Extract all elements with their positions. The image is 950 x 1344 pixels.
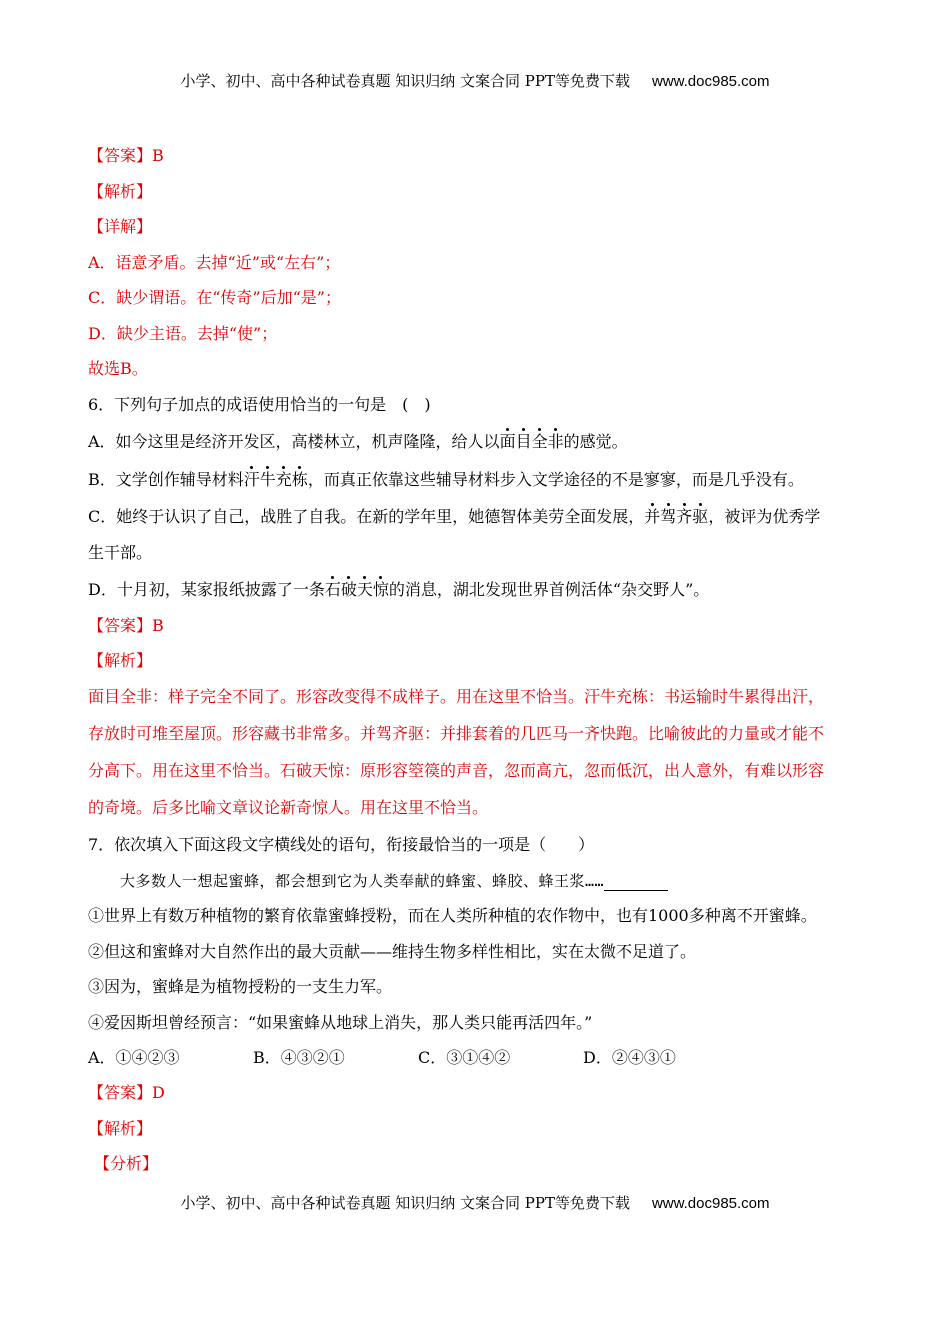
q7-option-c: C．③①④② — [418, 1048, 511, 1067]
idiom-char: 目 — [515, 432, 532, 451]
idiom-char: 石 — [324, 580, 341, 599]
q6-explanation-4: 的奇境。后多比喻文章议论新奇惊人。用在这里不恰当。 — [88, 798, 489, 817]
q7-analysis: 【解析】 — [88, 1119, 153, 1138]
header-text: 小学、初中、高中各种试卷真题 知识归纳 文案合同 PPT等免费下载 — [180, 72, 630, 90]
q7-sentence-2: ②但这和蜜蜂对大自然作出的最大贡献——维持生物多样性相比，实在太微不足道了。 — [88, 942, 697, 961]
q6-option-d: D．十月初，某家报纸披露了一条石破天惊的消息，湖北发现世界首例活体“杂交野人”。 — [88, 580, 710, 599]
page-footer — [0, 1192, 950, 1213]
q6-option-a: A．如今这里是经济开发区，高楼林立，机声隆隆，给人以面目全非的感觉。 — [88, 432, 628, 451]
footer-url[interactable]: www.doc985.com — [651, 1195, 770, 1212]
idiom-char: 充 — [275, 470, 292, 489]
q5-option-d-note: D．缺少主语。去掉“使”； — [88, 324, 278, 343]
q7-stem: 7．依次填入下面这段文字横线处的语句，衔接最恰当的一项是（ ） — [88, 835, 595, 854]
q6-option-b: B．文学创作辅导材料汗牛充栋，而真正依靠这些辅导材料步入文学途径的不是寥寥，而是几乎没有。 — [88, 470, 804, 489]
page-header — [0, 70, 950, 91]
q7-option-a: A．①④②③ — [88, 1048, 180, 1067]
q7-option-d: D．②④③① — [583, 1048, 676, 1067]
fill-blank — [604, 876, 668, 891]
idiom-char: 汗 — [243, 470, 260, 489]
q7-sentence-4: ④爱因斯坦曾经预言：“如果蜜蜂从地球上消失，那人类只能再活四年。” — [88, 1013, 593, 1032]
idiom-char: 驾 — [660, 507, 677, 526]
q7-passage: 大多数人一想起蜜蜂，都会想到它为人类奉献的蜂蜜、蜂胶、蜂王浆…… — [120, 871, 668, 891]
q7-sentence-3: ③因为，蜜蜂是为植物授粉的一支生力军。 — [88, 977, 393, 996]
q6-analysis: 【解析】 — [88, 651, 153, 670]
idiom-char: 驱 — [692, 507, 709, 526]
q6-stem: 6．下列句子加点的成语使用恰当的一句是 ( ) — [88, 395, 431, 414]
q7-fenxi: 【分析】 — [94, 1154, 159, 1173]
q5-option-c-note: C．缺少谓语。在“传奇”后加“是”； — [88, 288, 341, 307]
idiom-char: 齐 — [676, 507, 693, 526]
q5-analysis: 【解析】 — [88, 182, 153, 201]
q7-sentence-1: ①世界上有数万种植物的繁育依靠蜜蜂授粉，而在人类所种植的农作物中，也有1000多种离不开蜜蜂。 — [88, 906, 817, 925]
q5-detail: 【详解】 — [88, 217, 153, 236]
idiom-char: 栋 — [291, 470, 308, 489]
q6-answer: 【答案】B — [88, 616, 164, 635]
idiom-char: 非 — [547, 432, 564, 451]
idiom-char: 面 — [499, 432, 516, 451]
q5-choose: 故选B。 — [88, 359, 148, 378]
q7-option-b: B．④③②① — [253, 1048, 345, 1067]
q6-explanation-1: 面目全非：样子完全不同了。形容改变得不成样子。用在这里不恰当。汗牛充栋：书运输时牛累得出汗， — [88, 687, 825, 706]
header-url[interactable]: www.doc985.com — [651, 73, 770, 90]
idiom-char: 惊 — [372, 580, 389, 599]
q7-answer: 【答案】D — [88, 1083, 165, 1102]
q5-answer: 【答案】B — [88, 146, 164, 165]
footer-text: 小学、初中、高中各种试卷真题 知识归纳 文案合同 PPT等免费下载 — [180, 1194, 630, 1212]
idiom-char: 破 — [340, 580, 357, 599]
q6-explanation-2: 存放时可堆至屋顶。形容藏书非常多。并驾齐驱：并排套着的几匹马一齐快跑。比喻彼此的力量或才能不 — [88, 724, 825, 743]
idiom-char: 全 — [531, 432, 548, 451]
q6-explanation-3: 分高下。用在这里不恰当。石破天惊：原形容箜篌的声音，忽而高亢，忽而低沉，出人意外，有难以形容 — [88, 761, 825, 780]
q7-options — [88, 1048, 676, 1068]
q5-option-a-note: A．语意矛盾。去掉“近”或“左右”； — [88, 253, 341, 272]
idiom-char: 并 — [644, 507, 661, 526]
idiom-char: 天 — [356, 580, 373, 599]
q6-option-c: C．她终于认识了自己，战胜了自我。在新的学年里，她德智体美劳全面发展，并驾齐驱，被评为优秀学 — [88, 507, 821, 526]
q6-option-c-cont: 生干部。 — [88, 543, 153, 562]
idiom-char: 牛 — [259, 470, 276, 489]
